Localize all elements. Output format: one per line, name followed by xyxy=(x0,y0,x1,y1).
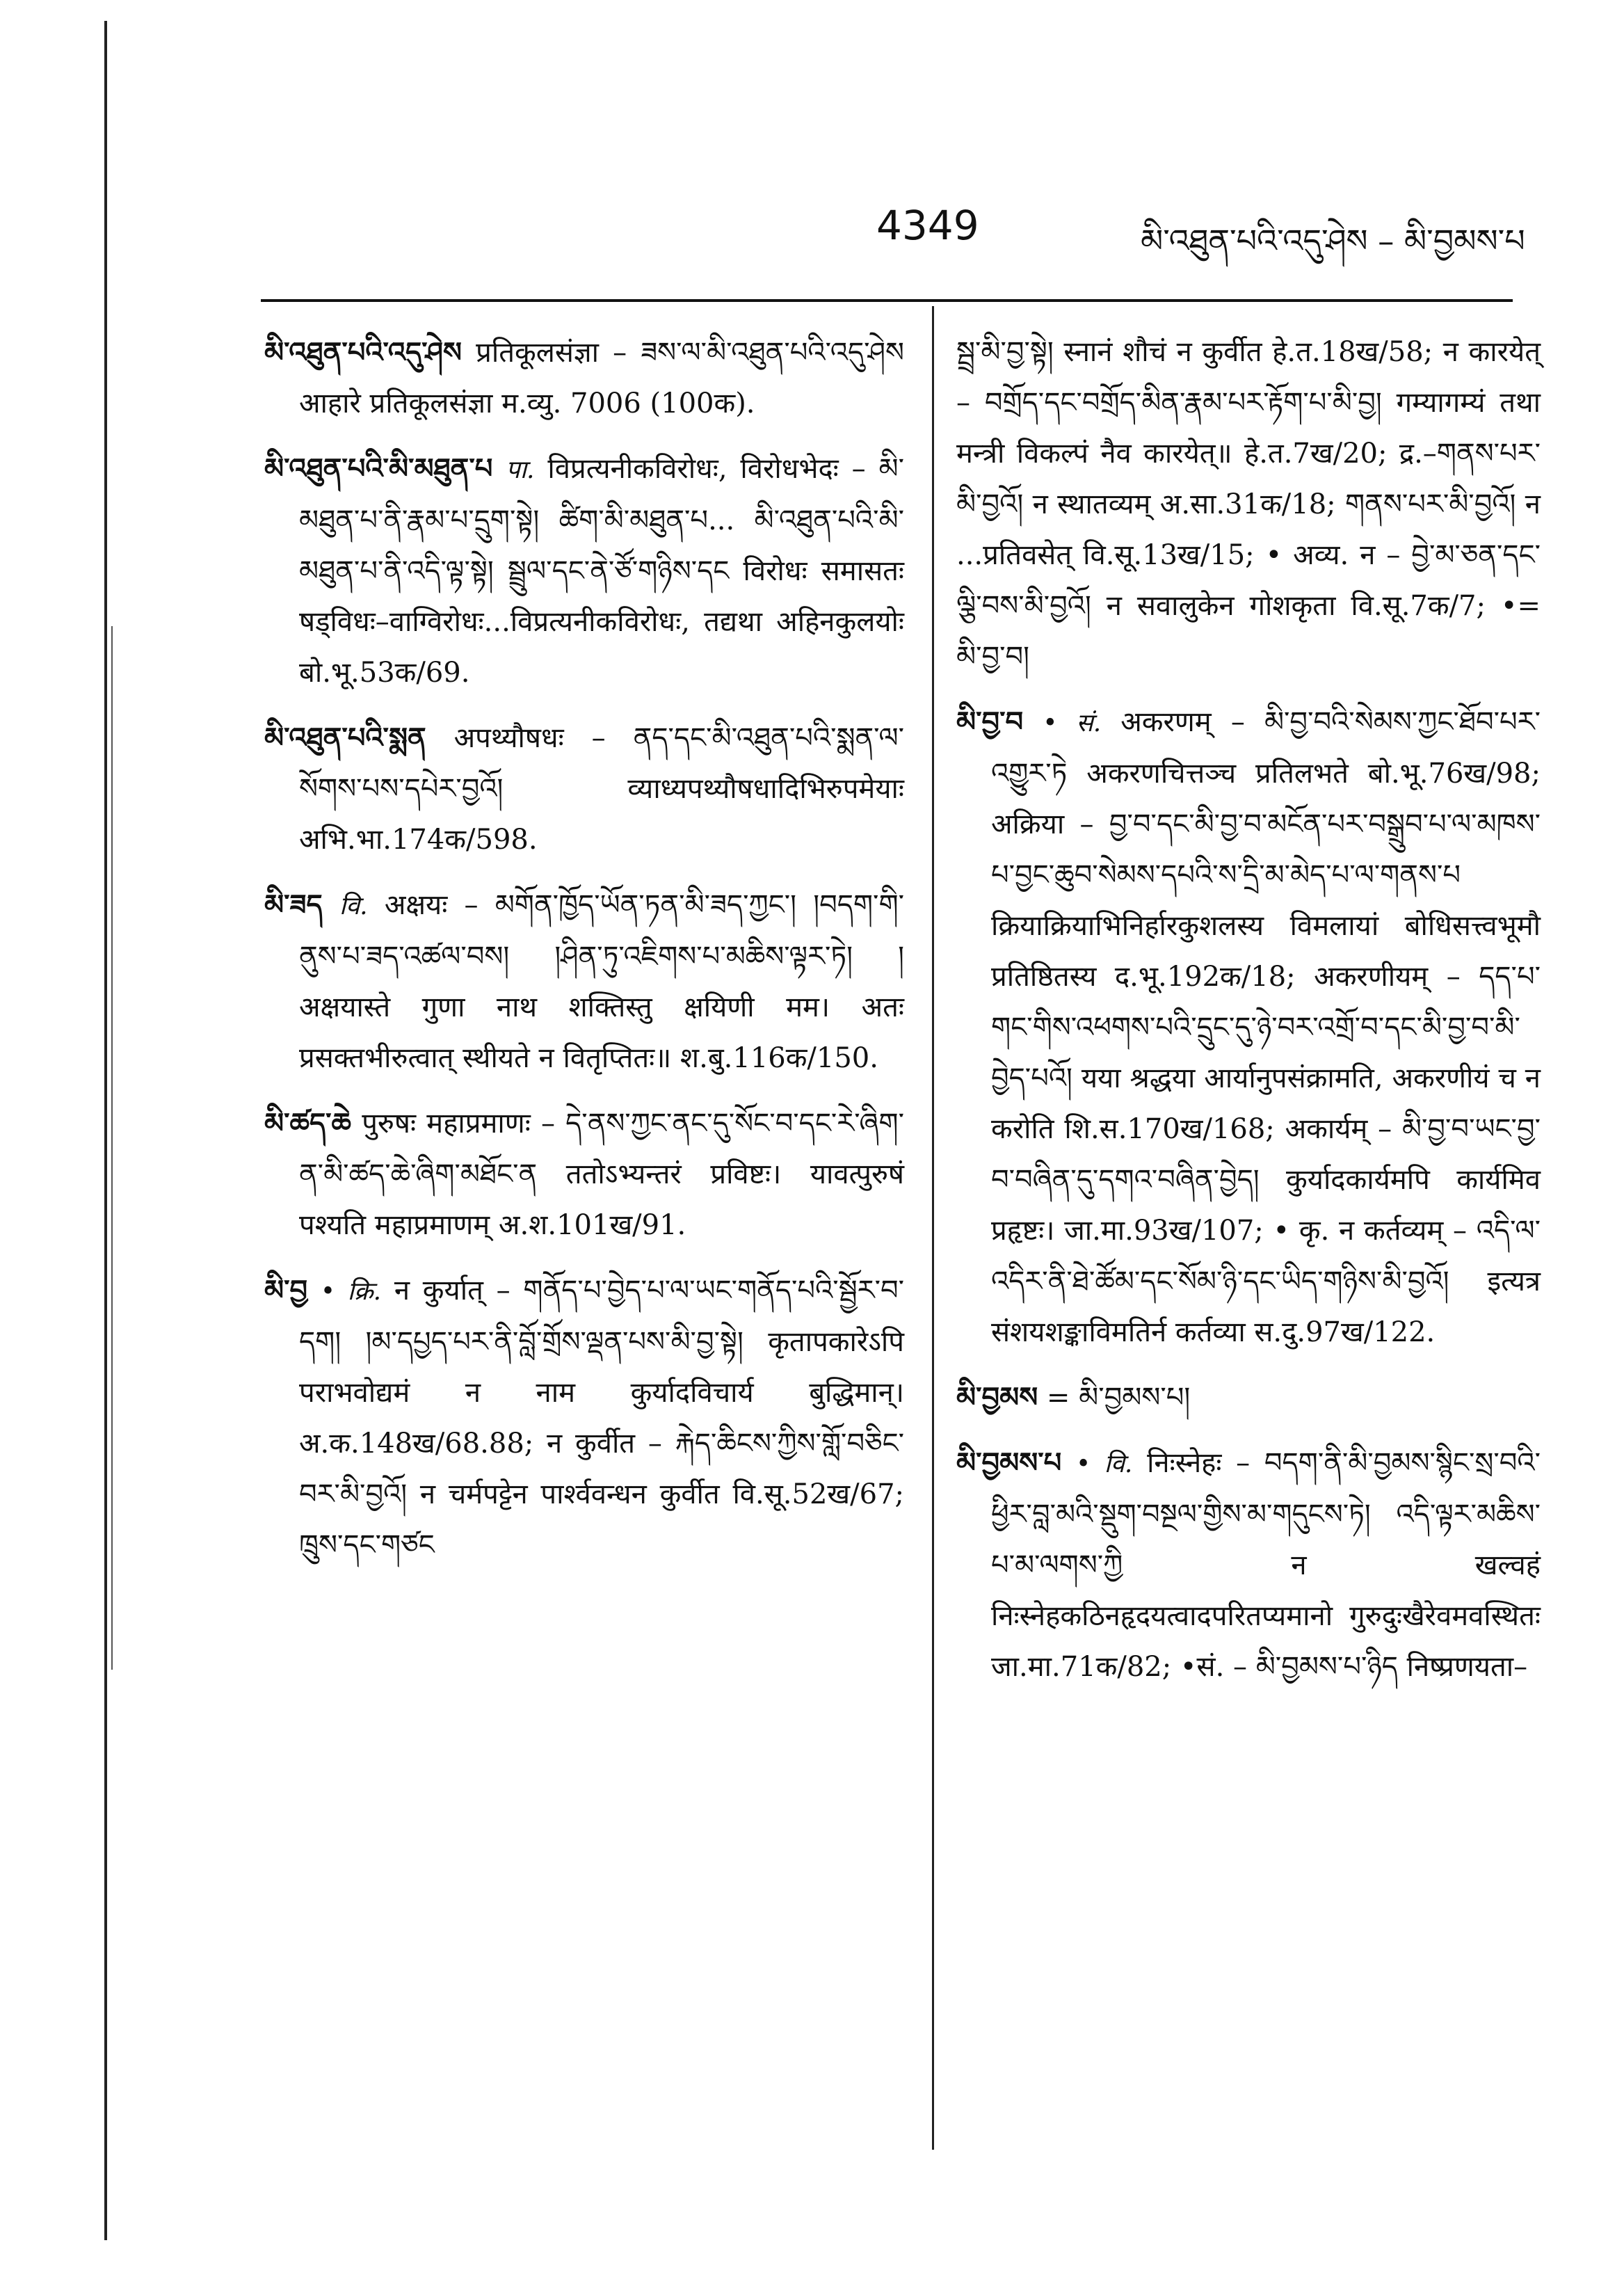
right-column xyxy=(956,327,1541,1707)
entry-body: अपथ्यौषधः – ནད་དང་མི་འཐུན་པའི་སྨན་ལ་སོགས་པས་དཔེར་བྱའོ། व्याध्यपथ्यौषधादिभिरुपमेयाः अभि.भा.174क/598. xyxy=(299,722,905,856)
running-head: མི་འཐུན་པའི་འདུ་ཤེས – མི་བྱམས་པ xyxy=(1141,222,1525,259)
entry-body: अकरणम् – མི་བྱ་བའི་སེམས་ཀྱང་ཐོབ་པར་འགྱུར་ཏེ अकरणचित्तञ्च प्रतिलभते बो.भू.76ख/98; अक्रिया – བྱ་བ་དང་མི་བྱ་བ་མངོན་པར་བསྒྲུབ་པ་ལ་མཁས་པ་བྱང་ཆུབ་སེམས་དཔའི་ས་དྲི་མ་མེད་པ་ལ་གནས་པ क्रियाक्रियाभिनिर्हारकुशलस्य विमलायां बोधिसत्त्वभूमौ प्रतिष्ठितस्य द.भू.192क/18; अकरणीयम् – དད་པ་གང་གིས་འཕགས་པའི་དྲུང་དུ་ཉེ་བར་འགྲོ་བ་དང་མི་བྱ་བ་མི་བྱེད་པའོ། यया श्रद्धया आर्यानुपसंक्रामति, अकरणीयं च न करोति शि.स.170ख/168; अकार्यम् – མི་བྱ་བ་ཡང་བྱ་བ་བཞིན་དུ་དགའ་བཞིན་བྱེད། कुर्यादकार्यमपि कार्यमिव प्रहृष्टः। जा.मा.93ख/107; • कृ. न कर्तव्यम् – འདི་ལ་འདིར་ནི་ཐེ་ཚོམ་དང་སོམ་ཉི་དང་ཡིད་གཉིས་མི་བྱའོ། इत्यत्र संशयशङ्काविमतिर्न कर्तव्या स.दु.97ख/122. xyxy=(991,706,1541,1348)
entry-headword: མི་བྱ xyxy=(264,1274,308,1307)
binding-edge-shadow xyxy=(111,626,113,1670)
page-header xyxy=(0,202,1624,264)
entry-body: न कुर्यात् – གནོད་པ་བྱེད་པ་ལ་ཡང་གནོད་པའི་སྦྱོར་བ་དག། །མ་དཔྱད་པར་ནི་བློ་གྲོས་ལྡན་པས་མི་བྱ་སྟེ། कृतापकारेऽपि पराभवोद्यमं न नाम कुर्यादविचार्य बुद्धिमान्। अ.क.148ख/68.88; न कुर्वीत – རྐེད་ཆིངས་ཀྱིས་གློ་བཅིང་བར་མི་བྱའོ། न चर्मपट्टेन पार्श्ववन्धन कुर्वीत वि.सू.52ख/67; ཁྲུས་དང་གཙང xyxy=(299,1275,905,1561)
entry-body: = མི་བྱམས་པ། xyxy=(1046,1382,1191,1414)
entry-headword: མི་བྱམས་པ xyxy=(956,1446,1062,1479)
dictionary-entry xyxy=(264,443,904,698)
dictionary-entry xyxy=(264,712,904,865)
entry-headword: མི་འཐུན་པའི་མི་མཐུན་པ xyxy=(264,452,493,485)
entry-body: प्रतिकूलसंज्ञा – ཟས་ལ་མི་འཐུན་པའི་འདུ་ཤེས आहारे प्रतिकूलसंज्ञा म.व्यु. 7006 (100क). xyxy=(299,337,905,420)
dictionary-entry xyxy=(956,327,1541,682)
dictionary-entry xyxy=(264,327,904,429)
binding-edge xyxy=(104,21,107,2240)
entry-grammar-label: • सं. xyxy=(1043,709,1102,737)
dictionary-entry xyxy=(956,1437,1541,1693)
entry-body: སྦྲ་མི་བྱ་སྟེ། स्नानं शौचं न कुर्वीत हे.त.18ख/58; न कारयेत् – བགྲོད་དང་བགྲོད་མིན་རྣམ་པར་རྟོག་པ་མི་བྱ། गम्यागम्यं तथा मन्त्री विकल्पं नैव कारयेत्॥ हे.त.7ख/20; द्र.–གནས་པར་མི་བྱའོ། न स्थातव्यम् अ.सा.31क/18; གནས་པར་མི་བྱའོ། न ...प्रतिवसेत् वि.सू.13ख/15; • अव्य. न – བྱེ་མ་ཅན་དང་ལྕི་བས་མི་བྱའོ། न सवालुकेन गोशकृता वि.सू.7क/7; •= མི་བྱ་བ། xyxy=(956,336,1541,673)
entry-grammar-label: पा. xyxy=(506,456,535,484)
entry-grammar-label: • वि. xyxy=(1075,1450,1133,1478)
entry-body: पुरुषः महाप्रमाणः – དེ་ནས་ཀྱང་ནང་དུ་སོང་བ་དང་རེ་ཞིག་ན་མི་ཚད་ཆེ་ཞིག་མཐོང་ན ततोऽभ्यन्तरं प्रविष्टः। यावत्पुरुषं पश्यति महाप्रमाणम् अ.श.101ख/91. xyxy=(299,1108,904,1241)
entry-headword: མི་བྱ་བ xyxy=(956,705,1024,738)
entry-body: विप्रत्यनीकविरोधः, विरोधभेदः – མི་མཐུན་པ་ནི་རྣམ་པ་དྲུག་སྟེ། ཚིག་མི་མཐུན་པ... མི་འཐུན་པའི་མི་མཐུན་པ་ནི་འདི་ལྟ་སྟེ། སྦྲུལ་དང་ནེ་ཙོ་གཉིས་དང विरोधः समासतः षड्विधः–वाग्विरोधः...विप्रत्यनीकविरोधः, तद्यथा अहिनकुलयोः बो.भू.53क/69. xyxy=(299,453,904,689)
entry-body: अक्षयः – མགོན་ཁྱོད་ཡོན་ཏན་མི་ཟད་ཀྱང་། །བདག་གི་ནུས་པ་ཟད་འཚལ་བས། །ཤིན་ཏུ་འཇིགས་པ་མཆིས་ལྟར་ཏེ། ། अक्षयास्ते गुणा नाथ शक्तिस्तु क्षयिणी मम। अतः प्रसक्तभीरुत्वात् स्थीयते न वितृप्तितः॥ श.बु.116क/150. xyxy=(299,889,905,1074)
dictionary-entry xyxy=(264,1265,904,1571)
dictionary-entry xyxy=(264,879,904,1084)
entry-grammar-label: वि. xyxy=(339,892,368,920)
entry-grammar-label: • क्रि. xyxy=(320,1277,382,1306)
column-divider xyxy=(932,306,934,2150)
dictionary-entry xyxy=(264,1098,904,1251)
page-number: 4349 xyxy=(876,202,979,249)
entry-headword: མི་བྱམས xyxy=(956,1381,1038,1414)
left-column xyxy=(264,327,904,1585)
dictionary-entry xyxy=(956,696,1541,1358)
dictionary-entry xyxy=(956,1372,1541,1423)
entry-headword: མི་འཐུན་པའི་འདུ་ཤེས xyxy=(264,336,462,369)
entry-body: निःस्नेहः – བདག་ནི་མི་བྱམས་སྙིང་སྲ་བའི་ཕྱིར་བླ་མའི་སྡུག་བསྔལ་གྱིས་མ་གདུངས་ཏེ། འདི་ལྟར་མཆིས་པ་མ་ལགས་ཀྱི न खल्वहं निःस्नेहकठिनहृदयत्वादपरितप्यमानो गुरुदुःखैरेवमवस्थितः जा.मा.71क/82; •सं. – མི་བྱམས་པ་ཉིད निष्प्रणयता– xyxy=(991,1447,1541,1683)
header-rule xyxy=(261,299,1513,302)
entry-headword: མི་ཟད xyxy=(264,888,323,921)
entry-headword: མི་ཚད་ཆེ xyxy=(264,1107,351,1140)
entry-headword: མི་འཐུན་པའི་སྨན xyxy=(264,721,426,754)
